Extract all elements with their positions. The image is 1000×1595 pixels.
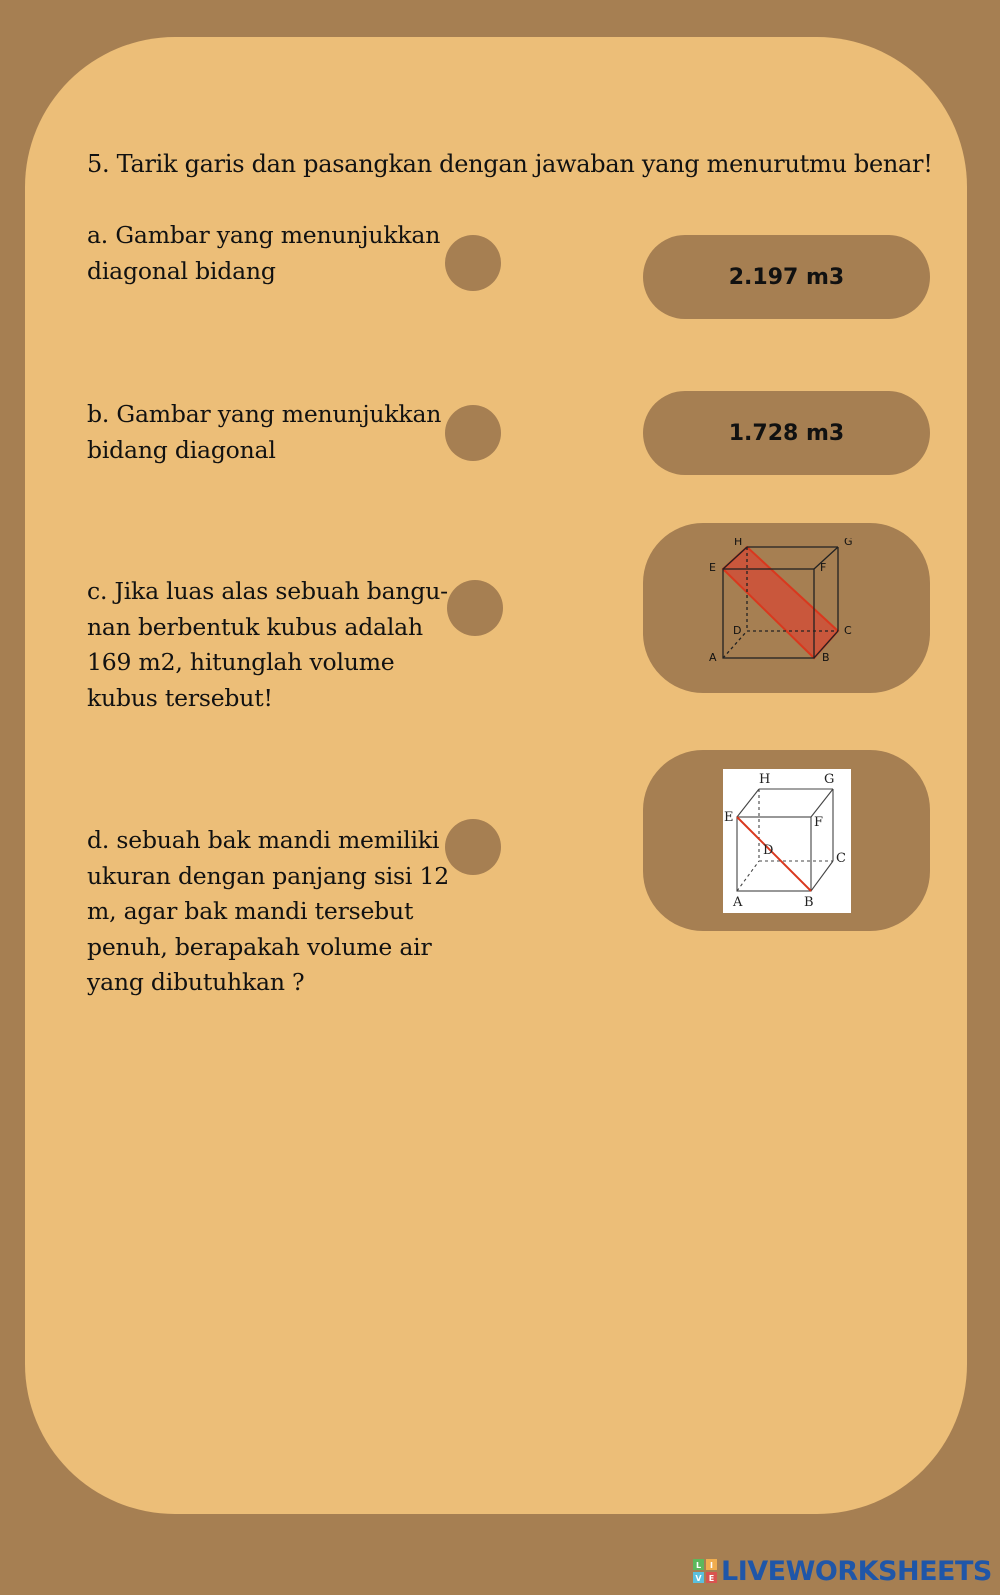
logo-letter-e: E <box>708 1574 715 1583</box>
question-c-line-1: c. Jika luas alas sebuah bangu- <box>87 577 448 605</box>
question-c-line-3: 169 m2, hitunglah volume <box>87 648 395 676</box>
vertex-label-f-2: F <box>813 814 823 830</box>
connector-dot-c[interactable] <box>447 580 503 636</box>
logo-letter-l: L <box>695 1561 702 1570</box>
vertex-label-b: B <box>821 651 830 664</box>
answer-option-4[interactable] <box>643 750 930 931</box>
question-a-line-2: diagonal bidang <box>87 256 276 285</box>
vertex-label-d: D <box>732 624 741 637</box>
question-c <box>87 574 448 716</box>
liveworksheets-logo-text: LIVEWORKSHEETS <box>721 1555 992 1587</box>
liveworksheets-logo <box>693 1554 992 1588</box>
cube-diagonal-plane-image <box>707 538 867 678</box>
vertex-label-a: A <box>708 651 717 664</box>
vertex-label-g: G <box>843 538 853 548</box>
vertex-label-c-2: C <box>835 850 846 866</box>
question-c-line-4: kubus tersebut! <box>87 683 273 712</box>
answer-option-2-label: 1.728 m3 <box>728 420 845 446</box>
vertex-label-c: C <box>843 624 852 637</box>
vertex-label-b-2: B <box>803 894 814 910</box>
vertex-label-f: F <box>819 561 826 574</box>
question-d-line-5: yang dibutuhkan ? <box>87 968 305 996</box>
vertex-label-a-2: A <box>732 894 742 910</box>
logo-letter-v: V <box>695 1574 702 1583</box>
connector-dot-d[interactable] <box>445 819 501 875</box>
question-d-line-4: penuh, berapakah volume air <box>87 932 432 961</box>
vertex-label-g-2: G <box>823 771 834 787</box>
question-b <box>87 397 441 468</box>
vertex-label-e-2: E <box>723 809 733 825</box>
vertex-label-h: H <box>733 538 742 548</box>
liveworksheets-logo-icon <box>693 1559 717 1583</box>
question-b-line-2: bidang diagonal <box>87 435 276 464</box>
logo-letter-i: I <box>710 1561 713 1570</box>
connector-dot-a[interactable] <box>445 235 501 291</box>
cube-diagonal-line-image <box>723 769 851 913</box>
answer-option-2[interactable] <box>643 391 930 475</box>
diagonal-line-shape <box>737 817 811 891</box>
vertex-label-e: E <box>708 561 716 574</box>
question-d-line-2: ukuran dengan panjang sisi 12 <box>87 861 449 890</box>
answer-option-1[interactable] <box>643 235 930 319</box>
question-title: 5. Tarik garis dan pasangkan dengan jawaban yang menurutmu benar! <box>87 150 933 178</box>
question-b-line-1: b. Gambar yang menunjukkan <box>87 400 442 428</box>
question-d-line-1: d. sebuah bak mandi memiliki <box>87 826 440 854</box>
question-d <box>87 823 449 1001</box>
answer-option-3[interactable] <box>643 523 930 693</box>
answer-option-1-label: 2.197 m3 <box>728 264 845 290</box>
vertex-label-h-2: H <box>758 771 770 787</box>
question-a <box>87 218 440 289</box>
vertex-label-d-2: D <box>762 842 773 858</box>
question-d-line-3: m, agar bak mandi tersebut <box>87 897 414 925</box>
question-a-line-1: a. Gambar yang menunjukkan <box>87 221 441 249</box>
question-c-line-2: nan berbentuk kubus adalah <box>87 612 423 641</box>
connector-dot-b[interactable] <box>445 405 501 461</box>
